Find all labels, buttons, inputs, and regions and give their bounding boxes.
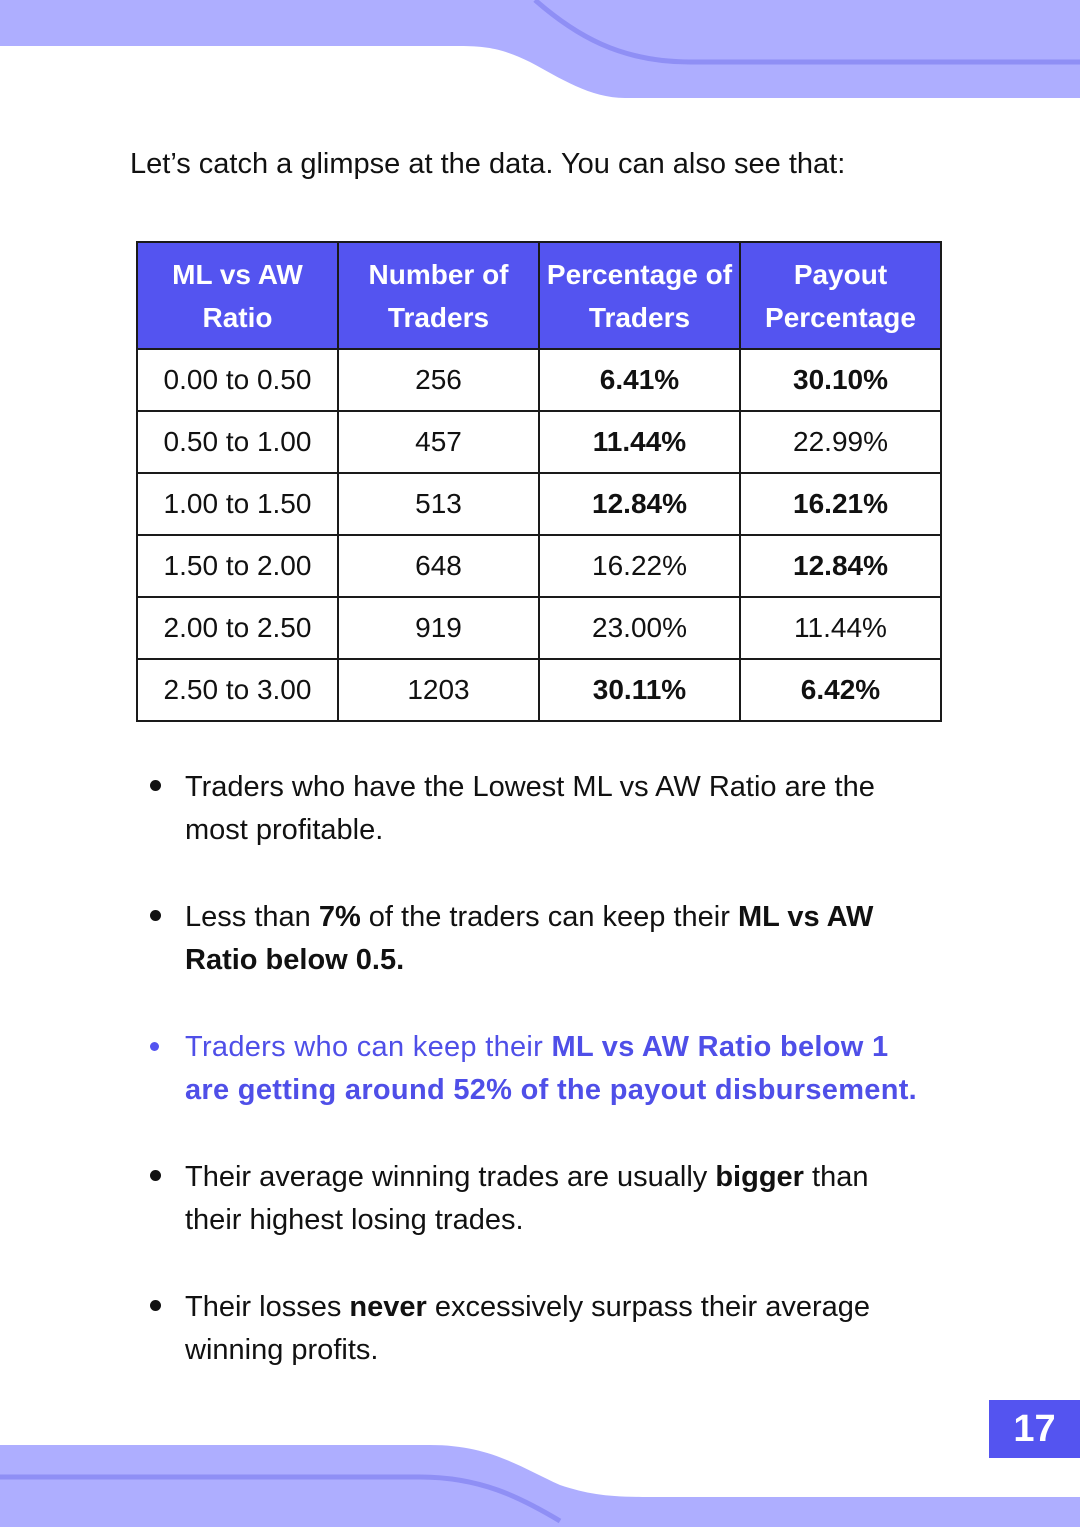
top-wave-decoration [0,0,1080,100]
cell-percentage: 23.00% [539,597,740,659]
cell-payout: 16.21% [740,473,941,535]
page-number: 17 [989,1400,1080,1458]
header-ml-vs-aw-ratio: ML vs AW Ratio [137,242,338,349]
cell-payout: 12.84% [740,535,941,597]
table-row [137,473,941,535]
bullet-text-bold: Ratio below 0.5. [185,944,405,976]
bullet-text-part: Traders who can keep their [185,1031,552,1063]
bullet-text-bold: ML vs AW [737,901,874,933]
cell-traders: 457 [338,411,539,473]
cell-ratio: 1.50 to 2.00 [137,535,338,597]
bullet-dot [150,1170,161,1181]
cell-traders: 919 [338,597,539,659]
bullet-text [185,1156,975,1242]
header-number-of-traders: Number of Traders [338,242,539,349]
bullet-text-line: their highest losing trades. [185,1204,524,1236]
bullet-text-part: excessively surpass their average [426,1291,871,1323]
cell-traders: 1203 [338,659,539,721]
bullet-text [185,896,975,982]
cell-payout: 11.44% [740,597,941,659]
bullet-dot [150,910,161,921]
bullet-text-line: Traders who have the Lowest ML vs AW Ratio are the [185,771,875,803]
cell-percentage: 16.22% [539,535,740,597]
ratio-table [136,241,942,722]
bullet-text-part: of the traders can keep their [360,901,738,933]
table-row [137,349,941,411]
bullet-text-part: than [803,1161,869,1193]
table-row [137,535,941,597]
bullet-text-bold: ML vs AW Ratio below 1 [551,1031,889,1063]
intro-text: Let’s catch a glimpse at the data. You can also see that: [130,148,846,180]
cell-traders: 648 [338,535,539,597]
header-percentage-of-traders: Percentage of Traders [539,242,740,349]
bullet-text-bold: 7% [318,901,361,933]
cell-percentage: 12.84% [539,473,740,535]
cell-payout: 30.10% [740,349,941,411]
cell-percentage: 11.44% [539,411,740,473]
bullet-text-bold: are getting around 52% of the payout disbursement. [185,1074,918,1106]
cell-payout: 22.99% [740,411,941,473]
cell-ratio: 1.00 to 1.50 [137,473,338,535]
cell-payout: 6.42% [740,659,941,721]
bullet-text-bold: bigger [715,1161,804,1193]
bottom-wave-decoration [0,1437,1080,1527]
cell-ratio: 0.00 to 0.50 [137,349,338,411]
table-row [137,597,941,659]
bullet-text-line: winning profits. [185,1334,379,1366]
cell-percentage: 6.41% [539,349,740,411]
bullet-dot [150,780,161,791]
bullet-dot [150,1300,161,1311]
bullet-dot [150,1042,159,1051]
bullet-text [185,1286,975,1372]
table-row [137,411,941,473]
cell-traders: 513 [338,473,539,535]
bullet-text-part: Their losses [185,1291,350,1323]
table-header-row [137,242,941,349]
bullet-text [185,1026,975,1112]
bullet-text-line: most profitable. [185,814,384,846]
cell-ratio: 2.50 to 3.00 [137,659,338,721]
cell-ratio: 0.50 to 1.00 [137,411,338,473]
cell-percentage: 30.11% [539,659,740,721]
table-row [137,659,941,721]
header-payout-percentage: Payout Percentage [740,242,941,349]
bullet-text [185,766,975,852]
bullet-text-part: Their average winning trades are usually [185,1161,716,1193]
bullet-text-bold: never [349,1291,427,1323]
cell-ratio: 2.00 to 2.50 [137,597,338,659]
bullet-text-part: Less than [185,901,319,933]
cell-traders: 256 [338,349,539,411]
